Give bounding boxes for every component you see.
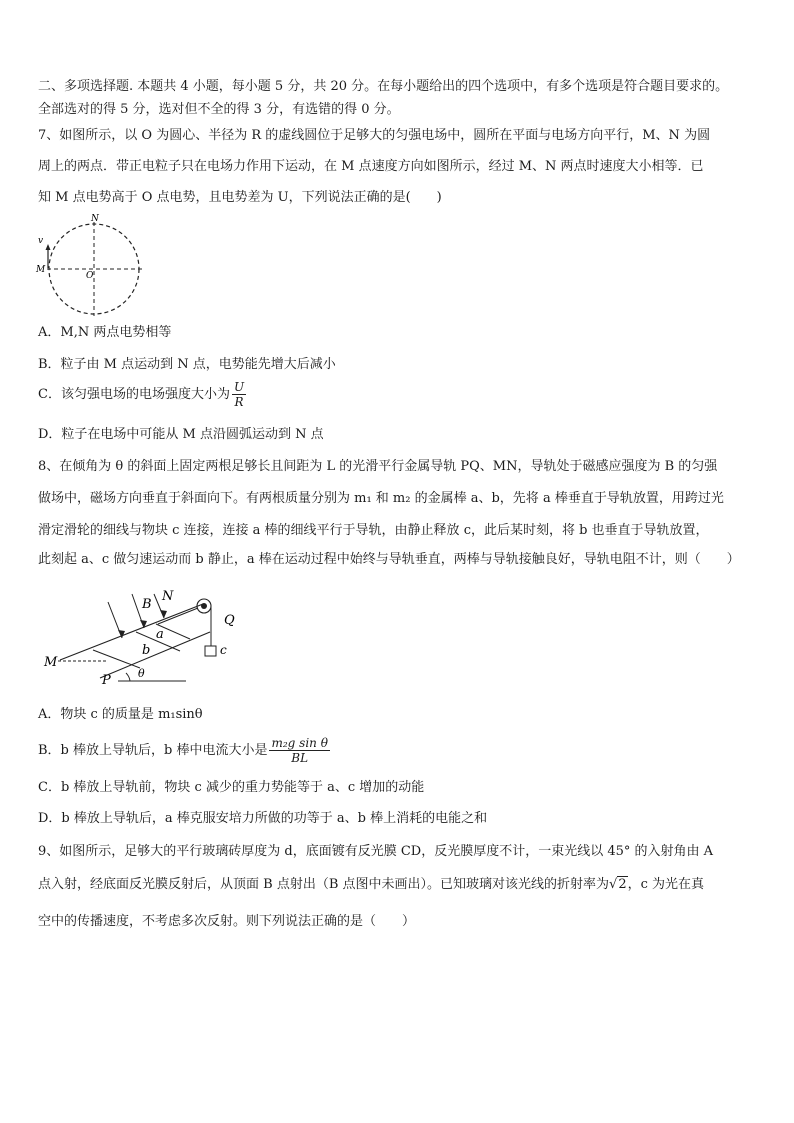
q8-option-b-denominator: BL (291, 751, 309, 765)
q9-refractive-index-radicand: 2 (618, 877, 627, 892)
q8-stem-line-4: 此刻起 a、c 做匀速运动而 b 静止，a 棒在运动过程中始终与导轨垂直，两棒与导轨接触良好，导轨电阻不计，则（ ） (38, 552, 740, 567)
q8-figure-label-a: a (156, 627, 164, 642)
q7-circle-figure (34, 212, 144, 318)
q9-stem-line-3: 空中的传播速度，不考虑多次反射。则下列说法正确的是（ ） (38, 914, 416, 929)
q7-stem-line-3: 知 M 点电势高于 O 点电势，且电势差为 U，下列说法正确的是( ) (38, 190, 442, 205)
q7-figure-label-v: v (38, 236, 44, 246)
q9-refractive-index: √2 (609, 877, 627, 892)
q8-option-a: A．物块 c 的质量是 m₁sinθ (38, 707, 203, 722)
q8-option-b-numerator: m₂g sin θ (271, 736, 328, 750)
q8-figure-label-b: B (142, 597, 152, 612)
q7-option-a: A．M,N 两点电势相等 (38, 325, 172, 340)
q8-figure-label-b-rod: b (142, 643, 151, 658)
q8-stem-line-1: 8、在倾角为 θ 的斜面上固定两根足够长且间距为 L 的光滑平行金属导轨 PQ、MN，导轨处于磁感应强度为 B 的匀强 (38, 459, 718, 474)
q7-option-b: B．粒子由 M 点运动到 N 点，电势能先增大后减小 (38, 357, 336, 372)
q8-option-c: C．b 棒放上导轨前，物块 c 减少的重力势能等于 a、c 增加的动能 (38, 780, 425, 795)
q8-figure-label-theta: θ (138, 667, 145, 680)
section-header-line-1: 二、多项选择题. 本题共 4 小题，每小题 5 分，共 20 分。在每小题给出的四个选项中，有多个选项是符合题目要求的。 (38, 79, 729, 94)
q8-figure-label-n: N (162, 589, 174, 604)
q7-option-d: D．粒子在电场中可能从 M 点沿圆弧运动到 N 点 (38, 427, 324, 442)
q8-figure-label-p: P (102, 673, 111, 688)
q7-stem-line-1: 7、如图所示，以 O 为圆心、半径为 R 的虚线圆位于足够大的匀强电场中，圆所在平面与电场方向平行，M、N 为圆 (38, 128, 711, 143)
q7-figure-label-o: O (86, 271, 94, 281)
q8-stem-line-3: 滑定滑轮的细线与物块 c 连接，连接 a 棒的细线平行于导轨，由静止释放 c，此后某时刻，将 b 也垂直于导轨放置， (38, 523, 709, 538)
q8-stem-line-2: 做场中，磁场方向垂直于斜面向下。有两根质量分别为 m₁ 和 m₂ 的金属棒 a、b，先将 a 棒垂直于导轨放置，用跨过光 (38, 491, 724, 506)
section-header-line-2: 全部选对的得 5 分，选对但不全的得 3 分，有选错的得 0 分。 (38, 102, 400, 117)
q8-option-b-text: B．b 棒放上导轨后，b 棒中电流大小是 (38, 743, 268, 758)
q8-option-b-fraction (269, 737, 329, 764)
q8-incline-figure (38, 580, 248, 692)
q7-figure-label-m: M (36, 265, 46, 275)
q9-stem-line-2-text: 点入射，经底面反光膜反射后，从顶面 B 点射出（B 点图中未画出）。已知玻璃对该光线的折射率为 (38, 877, 610, 892)
q7-option-c-fraction (232, 381, 246, 408)
q7-option-c-text: C．该匀强电场的电场强度大小为 (38, 387, 230, 402)
q7-option-c-denominator: R (234, 395, 244, 409)
q8-figure-label-q: Q (224, 613, 235, 628)
q8-option-b (38, 737, 332, 764)
q8-option-d: D．b 棒放上导轨后，a 棒克服安培力所做的功等于 a、b 棒上消耗的电能之和 (38, 811, 488, 826)
q7-stem-line-2: 周上的两点．带正电粒子只在电场力作用下运动，在 M 点速度方向如图所示，经过 M、N 两点时速度大小相等．已 (38, 159, 704, 174)
q9-stem-line-2-suffix: ，c 为光在真 (627, 877, 705, 892)
q7-figure-label-n: N (91, 214, 99, 224)
q7-option-c-numerator: U (233, 380, 245, 394)
q9-stem-line-1: 9、如图所示，足够大的平行玻璃砖厚度为 d，底面镀有反光膜 CD，反光膜厚度不计，一束光线以 45° 的入射角由 A (38, 844, 714, 859)
q8-figure-label-c: c (220, 643, 227, 657)
q8-figure-label-m: M (44, 655, 58, 670)
q9-stem-line-2 (38, 878, 704, 891)
q7-option-c (38, 381, 248, 408)
